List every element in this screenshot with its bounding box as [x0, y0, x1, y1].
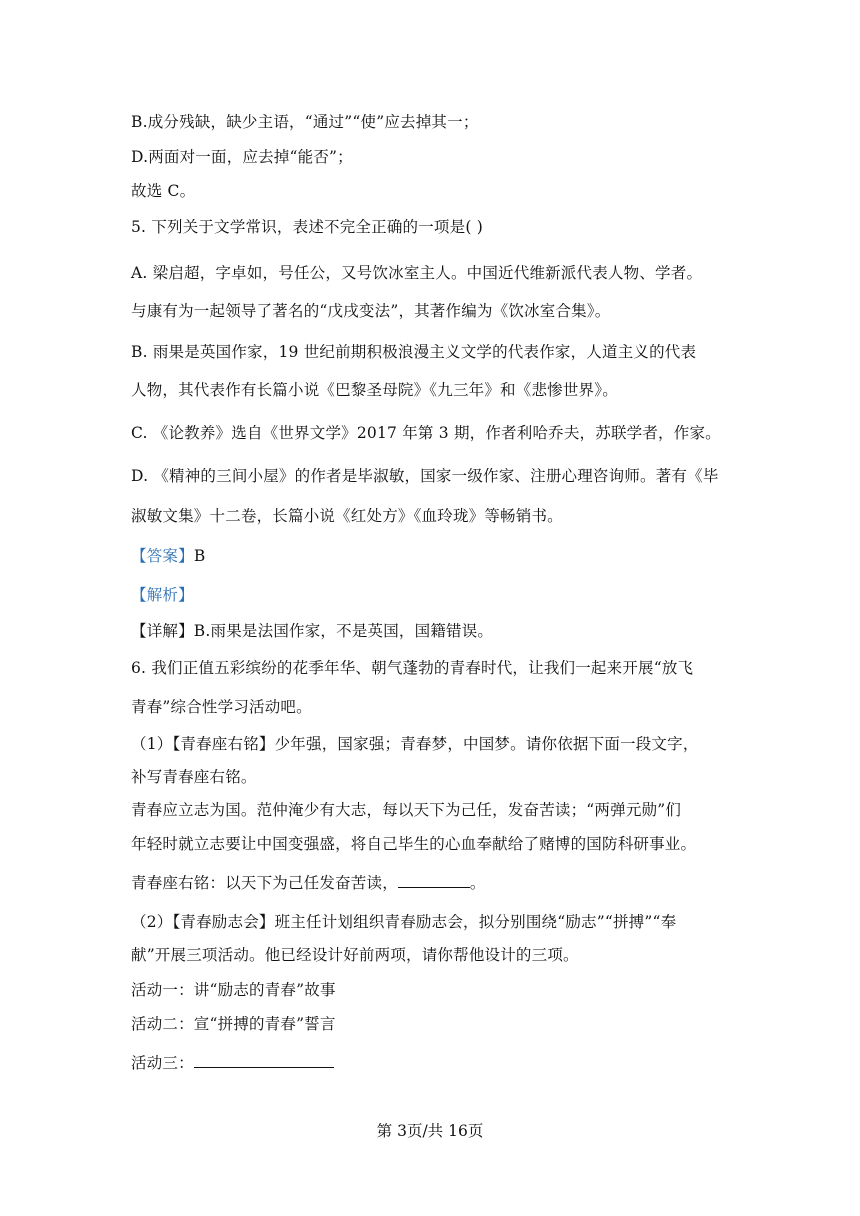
option-b-line-1: B. 雨果是英国作家，19 世纪前期积极浪漫主义文学的代表作家，人道主义的代表 — [131, 343, 697, 361]
option-c: C. 《论教养》选自《世界文学》2017 年第 3 期，作者利哈乔夫，苏联学者，作家。 — [131, 424, 721, 442]
activity-three-blank[interactable] — [194, 1053, 334, 1068]
text-line: 故选 C。 — [131, 182, 196, 200]
activity-three-line — [131, 1052, 334, 1074]
motto-end: 。 — [469, 874, 486, 892]
sub-question-2-line-1: （2）【青春励志会】班主任计划组织青春励志会，拟分别围绕“励志”“拼搏”“奉 — [131, 913, 677, 931]
option-a-line-1: A. 梁启超，字卓如，号任公，又号饮冰室主人。中国近代维新派代表人物、学者。 — [131, 264, 703, 282]
text-line: D.两面对一面，应去掉“能否”； — [131, 148, 353, 166]
activity-two: 活动二：宣“拼搏的青春”誓言 — [131, 1015, 336, 1033]
activity-three-label: 活动三： — [131, 1054, 194, 1072]
passage-line-2: 年轻时就立志要让中国变强盛，将自己毕生的心血奉献给了赌博的国防科研事业。 — [131, 835, 697, 853]
answer-label: 【答案】 — [131, 547, 194, 565]
question-6-line-2: 青春”综合性学习活动吧。 — [131, 698, 312, 716]
answer-line — [131, 545, 205, 567]
motto-blank[interactable] — [398, 873, 470, 888]
detail-explanation: 【详解】B.雨果是法国作家，不是英国，国籍错误。 — [131, 622, 494, 640]
activity-one: 活动一：讲“励志的青春”故事 — [131, 981, 336, 999]
sub-question-2-line-2: 献”开展三项活动。他已经设计好前两项，请你帮他设计的三项。 — [131, 946, 579, 964]
analysis-label: 【解析】 — [131, 586, 194, 604]
option-a-line-2: 与康有为一起领导了著名的“戊戌变法”，其著作编为《饮冰室合集》。 — [131, 302, 611, 320]
option-d-line-1: D. 《精神的三间小屋》的作者是毕淑敏，国家一级作家、注册心理咨询师。著有《毕 — [131, 467, 719, 485]
option-b-line-2: 人物，其代表作有长篇小说《巴黎圣母院》《九三年》和《悲惨世界》。 — [131, 381, 618, 399]
page-footer: 第 3页/共 16页 — [376, 1122, 484, 1140]
text-line: B.成分残缺，缺少主语，“通过”“使”应去掉其一； — [131, 113, 479, 131]
question-6-line-1: 6. 我们正值五彩缤纷的花季年华、朝气蓬勃的青春时代，让我们一起来开展“放飞 — [131, 659, 694, 677]
question-5-stem: 5. 下列关于文学常识，表述不完全正确的一项是( ) — [131, 218, 483, 236]
answer-value: B — [193, 547, 206, 565]
sub-question-1-line-1: （1）【青春座右铭】少年强，国家强；青春梦，中国梦。请你依据下面一段文字， — [131, 735, 699, 753]
option-d-line-2: 淑敏文集》十二卷，长篇小说《红处方》《血玲珑》等畅销书。 — [131, 507, 563, 525]
passage-line-1: 青春应立志为国。范仲淹少有大志，每以天下为己任，发奋苦读；“两弹元勋”们 — [131, 801, 682, 819]
sub-question-1-line-2: 补写青春座右铭。 — [131, 768, 257, 786]
motto-line — [131, 872, 486, 894]
motto-text: 青春座右铭：以天下为己任发奋苦读， — [131, 874, 398, 892]
